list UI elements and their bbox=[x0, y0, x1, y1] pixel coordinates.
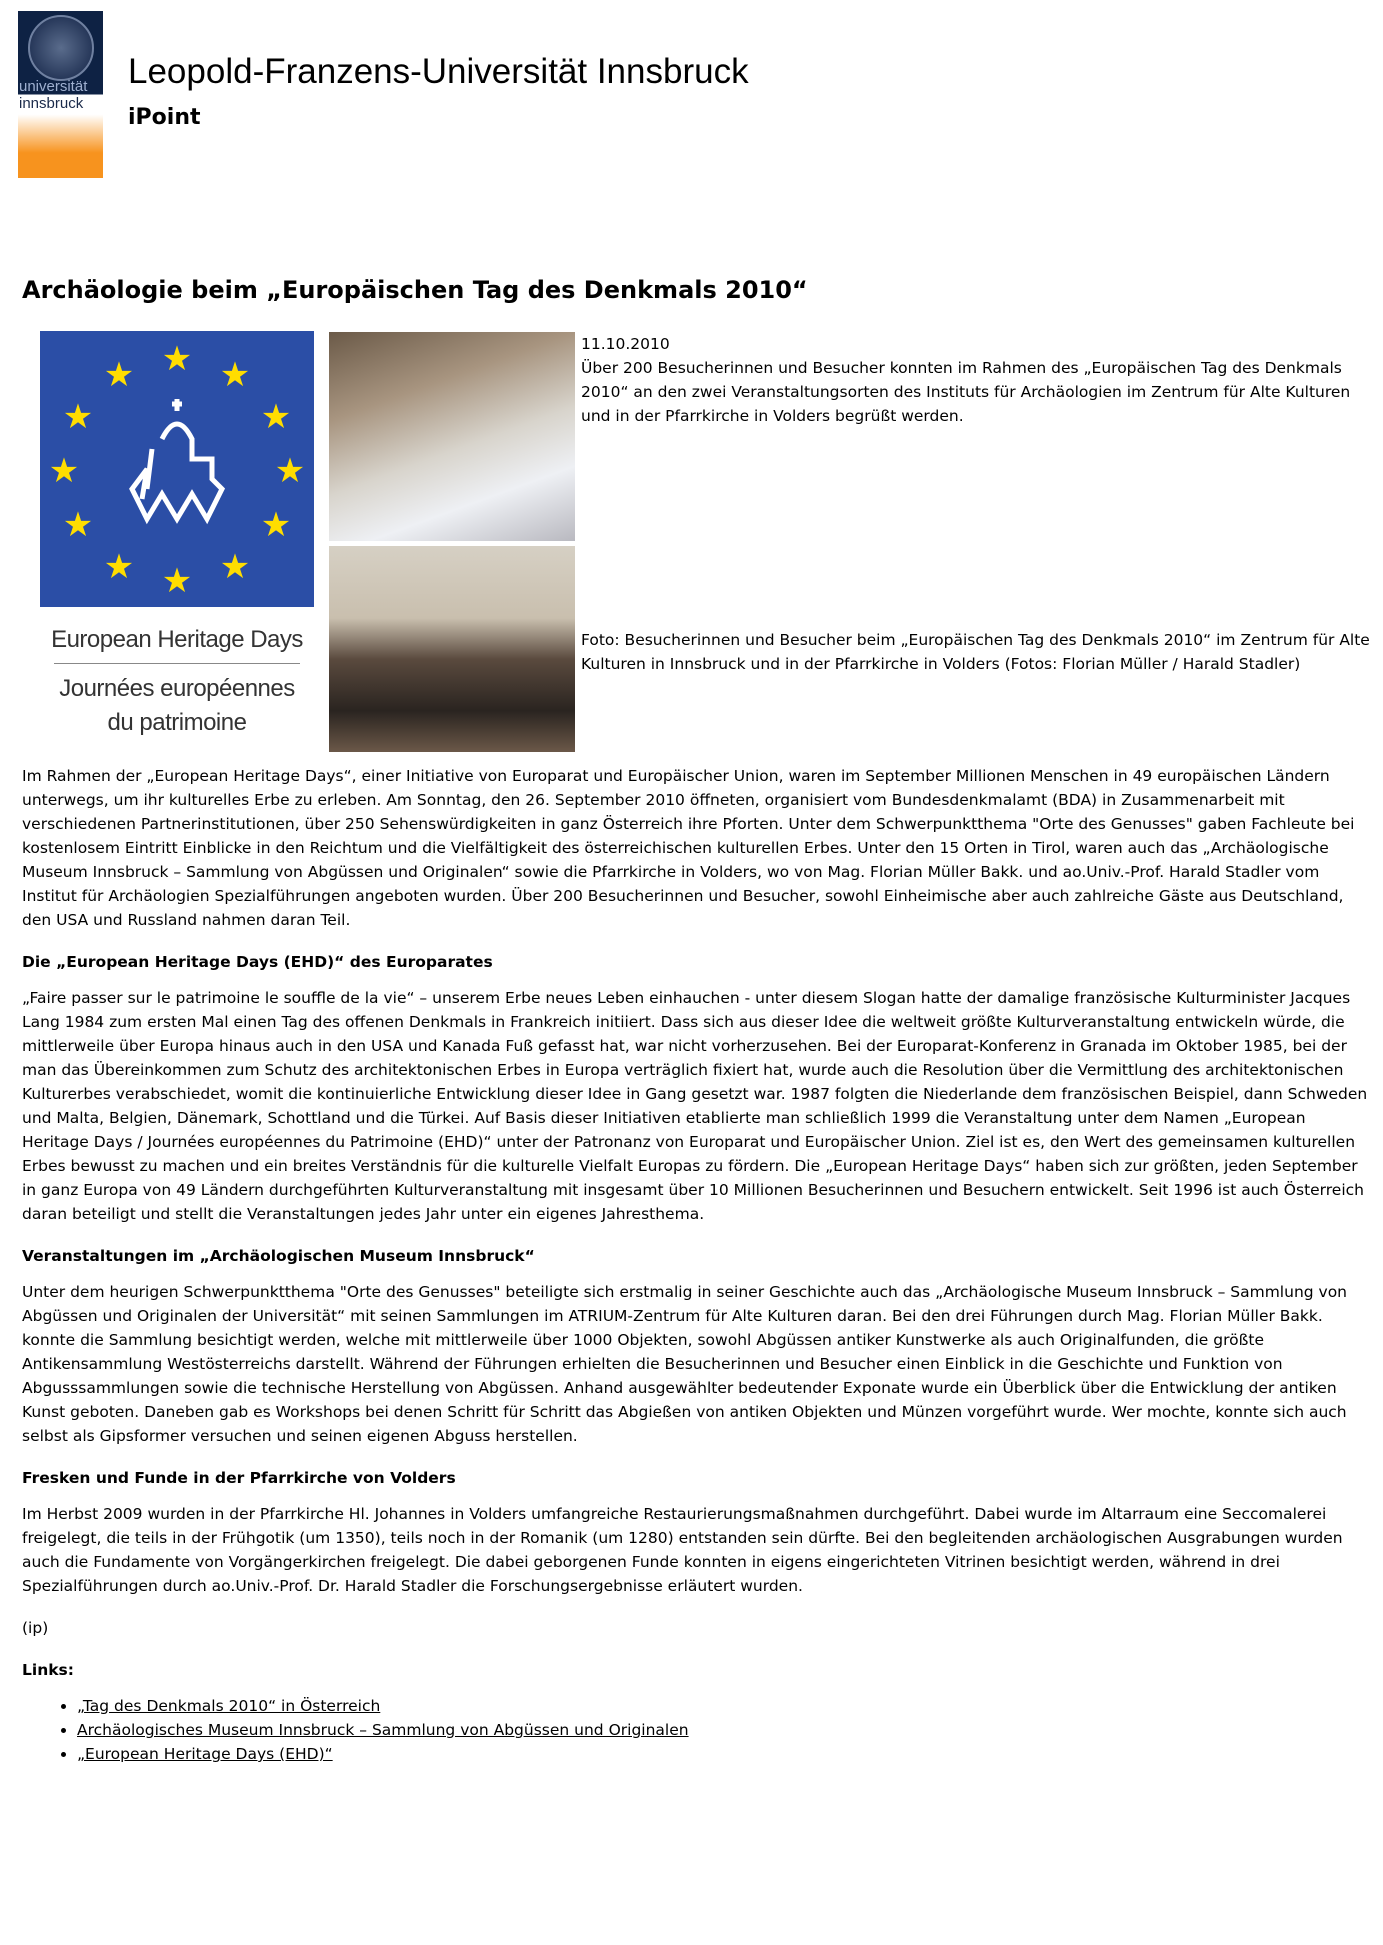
section-name: iPoint bbox=[128, 105, 201, 130]
article-intro bbox=[581, 332, 1371, 428]
paragraph: Im Herbst 2009 wurden in der Pfarrkirche Hl. Johannes in Volders umfangreiche Restaurierungsmaßnahmen durchgeführt. Dabei wurde im Altarraum eine Seccomalerei freigelegt, die teils in der Frühgotik (um 1350), teils noch in der Romanik (um 1280) entstanden sein dürfte. Bei den begleitenden archäologischen Ausgrabungen wurden auch die Fundamente von Vorgängerkirchen freigelegt. Die dabei geborgenen Funde konnten in eigens eingerichteten Vitrinen besichtigt werden, während in drei Spezialführungen durch ao.Univ.-Prof. Dr. Harald Stadler die Forschungsergebnisse erläutert wurden. bbox=[22, 1505, 1343, 1595]
star-icon: ★ bbox=[62, 397, 94, 437]
list-item bbox=[77, 1742, 1372, 1766]
list-item bbox=[77, 1718, 1372, 1742]
star-icon: ★ bbox=[219, 355, 251, 395]
university-logo[interactable] bbox=[18, 11, 103, 178]
link-tag-des-denkmals[interactable]: „Tag des Denkmals 2010“ in Österreich bbox=[77, 1697, 381, 1715]
star-icon: ★ bbox=[103, 355, 135, 395]
link-archaeologisches-museum[interactable]: Archäologisches Museum Innsbruck – Sammlung von Abgüssen und Originalen bbox=[77, 1721, 689, 1739]
photo-caption: Foto: Besucherinnen und Besucher beim „Europäischen Tag des Denkmals 2010“ im Zentrum für Alte Kulturen in Innsbruck und in der Pfarrkirche in Volders (Fotos: Florian Müller / Harald Stadler) bbox=[581, 631, 1370, 673]
paragraph: Unter dem heurigen Schwerpunktthema "Orte des Genusses" beteiligte sich erstmalig in seiner Geschichte auch das „Archäologische Museum Innsbruck – Sammlung von Abgüssen und Originalen der Universität“ mit seinen Sammlungen im ATRIUM-Zentrum für Alte Kulturen daran. Bei den drei Führungen durch Mag. Florian Müller Bakk. konnte die Sammlung besichtigt werden, welche mit mittlerweile über 1000 Objekten, sowohl Abgüssen antiker Kunstwerke als auch Originalfunden, die größte Antikensammlung Westösterreichs darstellt. Während der Führungen erhielten die Besucherinnen und Besucher einen Einblick in die Geschichte und Funktion von Abgusssammlungen sowie die technische Herstellung von Abgüssen. Anhand ausgewählter bedeutender Exponate wurde ein Überblick über die Entwicklung der antiken Kunst geboten. Daneben gab es Workshops bei denen Schritt für Schritt das Abgießen von antiken Objekten und Münzen vorgeführt wurde. Wer mochte, konnte sich auch selbst als Gipsformer versuchen und seinen eigenen Abguss herstellen. bbox=[22, 1283, 1348, 1445]
logo-text-innsbruck: innsbruck bbox=[19, 95, 84, 112]
star-icon: ★ bbox=[260, 505, 292, 545]
star-icon: ★ bbox=[260, 397, 292, 437]
photo-museum-visitors bbox=[329, 332, 575, 541]
section-heading: Die „European Heritage Days (EHD)“ des Europarates bbox=[22, 953, 493, 971]
section-heading: Fresken und Funde in der Pfarrkirche von Volders bbox=[22, 1469, 456, 1487]
section-heading: Veranstaltungen im „Archäologischen Museum Innsbruck“ bbox=[22, 1247, 535, 1265]
monument-icon bbox=[122, 389, 232, 529]
logo-text-universitaet: universität bbox=[19, 78, 88, 95]
divider bbox=[54, 663, 300, 664]
star-icon: ★ bbox=[274, 451, 306, 491]
star-icon: ★ bbox=[48, 451, 80, 491]
star-icon: ★ bbox=[103, 547, 135, 587]
photo-church-visitors bbox=[329, 546, 575, 752]
link-european-heritage-days[interactable]: „European Heritage Days (EHD)“ bbox=[77, 1745, 333, 1763]
page-title: Archäologie beim „Europäischen Tag des Denkmals 2010“ bbox=[22, 276, 808, 304]
ehd-logo-text-en: European Heritage Days bbox=[51, 626, 303, 653]
star-icon: ★ bbox=[62, 505, 94, 545]
list-item bbox=[77, 1694, 1372, 1718]
star-icon: ★ bbox=[161, 339, 193, 379]
ehd-logo-text-fr-1: Journées européennes bbox=[59, 675, 295, 702]
paragraph: „Faire passer sur le patrimoine le souffle de la vie“ – unserem Erbe neues Leben einhauchen - unter diesem Slogan hatte der damalige französische Kulturminister Jacques Lang 1984 zum ersten Mal einen Tag des offenen Denkmals in Frankreich initiiert. Dass sich aus dieser Idee die weltweit größte Kulturveranstaltung entwickeln würde, die mittlerweile über Europa hinaus auch in den USA und Kanada Fuß gefasst hat, war nicht vorherzusehen. Bei der Europarat-Konferenz in Granada im Oktober 1985, bei der man das Übereinkommen zum Schutz des architektonischen Erbes in Europa verträglich fixiert hat, wurde auch die Resolution über die Vermittlung des architektonischen Kulturerbes verabschiedet, womit die kontinuierliche Entwicklung dieser Idee in Gang gesetzt war. 1987 folgten die Niederlande dem französischen Beispiel, dann Schweden und Malta, Belgien, Dänemark, Schottland und die Türkei. Auf Basis dieser Initiativen etablierte man schließlich 1999 die Veranstaltung unter dem Namen „European Heritage Days / Journées européennes du Patrimoine (EHD)“ unter der Patronanz von Europarat und Europäischer Union. Ziel ist es, den Wert des gemeinsamen kulturellen Erbes bewusst zu machen und ein breites Verständnis für die kulturelle Vielfalt Europas zu fördern. Die „European Heritage Days“ haben sich zur größten, jeden September in ganz Europa von 49 Ländern durchgeführten Kulturveranstaltung mit insgesamt über 10 Millionen Besucherinnen und Besuchern entwickelt. Seit 1996 ist auch Österreich daran beteiligt und stellt die Veranstaltungen jedes Jahr unter ein eigenes Jahresthema. bbox=[22, 989, 1368, 1223]
star-icon: ★ bbox=[161, 561, 193, 601]
star-icon: ★ bbox=[219, 547, 251, 587]
article-lead: Über 200 Besucherinnen und Besucher konnten im Rahmen des „Europäischen Tag des Denkmals 2010“ an den zwei Veranstaltungsorten des Instituts für Archäologien im Zentrum für Alte Kulturen und in der Pfarrkirche in Volders begrüßt werden. bbox=[581, 359, 1351, 425]
links-list bbox=[22, 1694, 1372, 1766]
university-seal-icon bbox=[28, 15, 94, 81]
paragraph: Im Rahmen der „European Heritage Days“, einer Initiative von Europarat und Europäischer Union, waren im September Millionen Menschen in 49 europäischen Ländern unterwegs, um ihr kulturelles Erbe zu erleben. Am Sonntag, den 26. September 2010 öffneten, organisiert vom Bundesdenkmalamt (BDA) in Zusammenarbeit mit verschiedenen Partnerinstitutionen, über 250 Sehenswürdigkeiten in ganz Österreich ihre Pforten. Unter dem Schwerpunktthema "Orte des Genusses" gaben Fachleute bei kostenlosem Eintritt Einblicke in den Reichtum und die Vielfältigkeit des österreichischen kulturellen Erbes. Unter den 15 Orten in Tirol, waren auch das „Archäologische Museum Innsbruck – Sammlung von Abgüssen und Originalen“ sowie die Pfarrkirche in Volders, wo von Mag. Florian Müller Bakk. und ao.Univ.-Prof. Harald Stadler vom Institut für Archäologien Spezialführungen angeboten wurden. Über 200 Besucherinnen und Besucher, sowohl Einheimische aber auch zahlreiche Gäste aus Deutschland, den USA und Russland nahmen daran Teil. bbox=[22, 767, 1355, 929]
article-body bbox=[22, 764, 1372, 1766]
signature: (ip) bbox=[22, 1619, 49, 1637]
article-date: 11.10.2010 bbox=[581, 335, 670, 353]
ehd-logo-text-fr-2: du patrimoine bbox=[107, 709, 247, 736]
ehd-flag bbox=[40, 331, 314, 607]
ehd-logo-image bbox=[40, 331, 314, 740]
links-heading: Links: bbox=[22, 1661, 74, 1679]
university-name: Leopold-Franzens-Universität Innsbruck bbox=[128, 52, 749, 91]
